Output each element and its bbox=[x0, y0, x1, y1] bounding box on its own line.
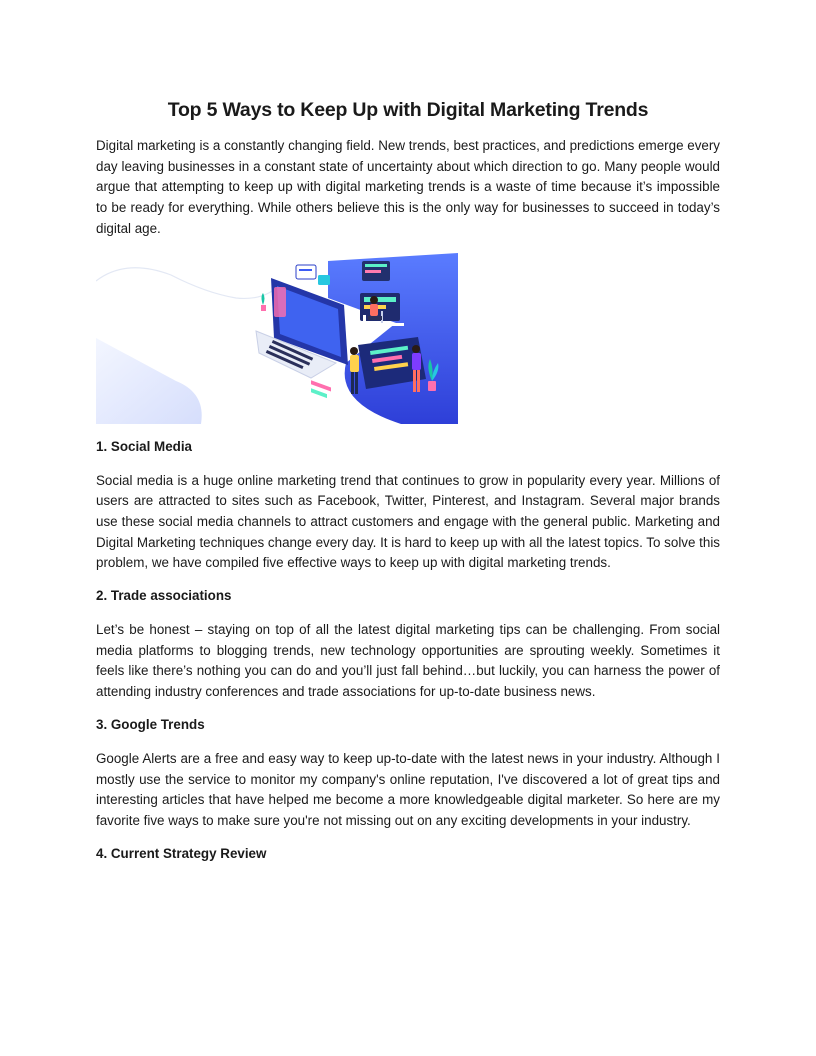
document-title: Top 5 Ways to Keep Up with Digital Marketing Trends bbox=[167, 99, 649, 121]
section-body: Let’s be honest – staying on top of all the latest digital marketing tips can be challenging. From social media platforms to blogging trends, new technology opportunities are sprouting weekly. Sometimes it feels like there’s nothing you can do and you’ll just fall behind…but luckily, you can harness the power of attending industry conferences and trade associations for up-to-date business news. bbox=[96, 622, 720, 700]
section-heading: 4. Current Strategy Review bbox=[96, 845, 267, 861]
section-heading: 1. Social Media bbox=[96, 438, 193, 454]
section-heading: 3. Google Trends bbox=[96, 716, 205, 732]
document-page bbox=[96, 96, 720, 864]
intro-paragraph: Digital marketing is a constantly changing field. New trends, best practices, and predictions emerge every day leaving businesses in a constant state of uncertainty about which direction to go. Many people would argue that attempting to keep up with digital marketing trends is a waste of time because it’s impossible to be ready for everything. While others believe this is the only way for businesses to succeed in today’s digital age. bbox=[96, 138, 720, 236]
section-heading: 2. Trade associations bbox=[96, 588, 232, 604]
section-body: Social media is a huge online marketing trend that continues to grow in popularity every year. Millions of users are attracted to sites such as Facebook, Twitter, Pinterest, and Instagram. Several major brands use these social media channels to attract customers and engage with the general public. Marketing and Digital Marketing techniques change every day. It is hard to keep up with all the latest topics. To solve this problem, we have compiled five effective ways to keep up with digital marketing trends. bbox=[96, 472, 720, 571]
section-body: Google Alerts are a free and easy way to keep up-to-date with the latest news in your industry. Although I mostly use the service to monitor my company's online reputation, I've discovered a lot of great tips and interesting articles that have helped me become a more knowledgeable digital marketer. So here are my favorite five ways to make sure you're not missing out on any exciting developments in your industry. bbox=[96, 750, 720, 828]
digital-marketing-illustration-icon bbox=[96, 253, 458, 424]
